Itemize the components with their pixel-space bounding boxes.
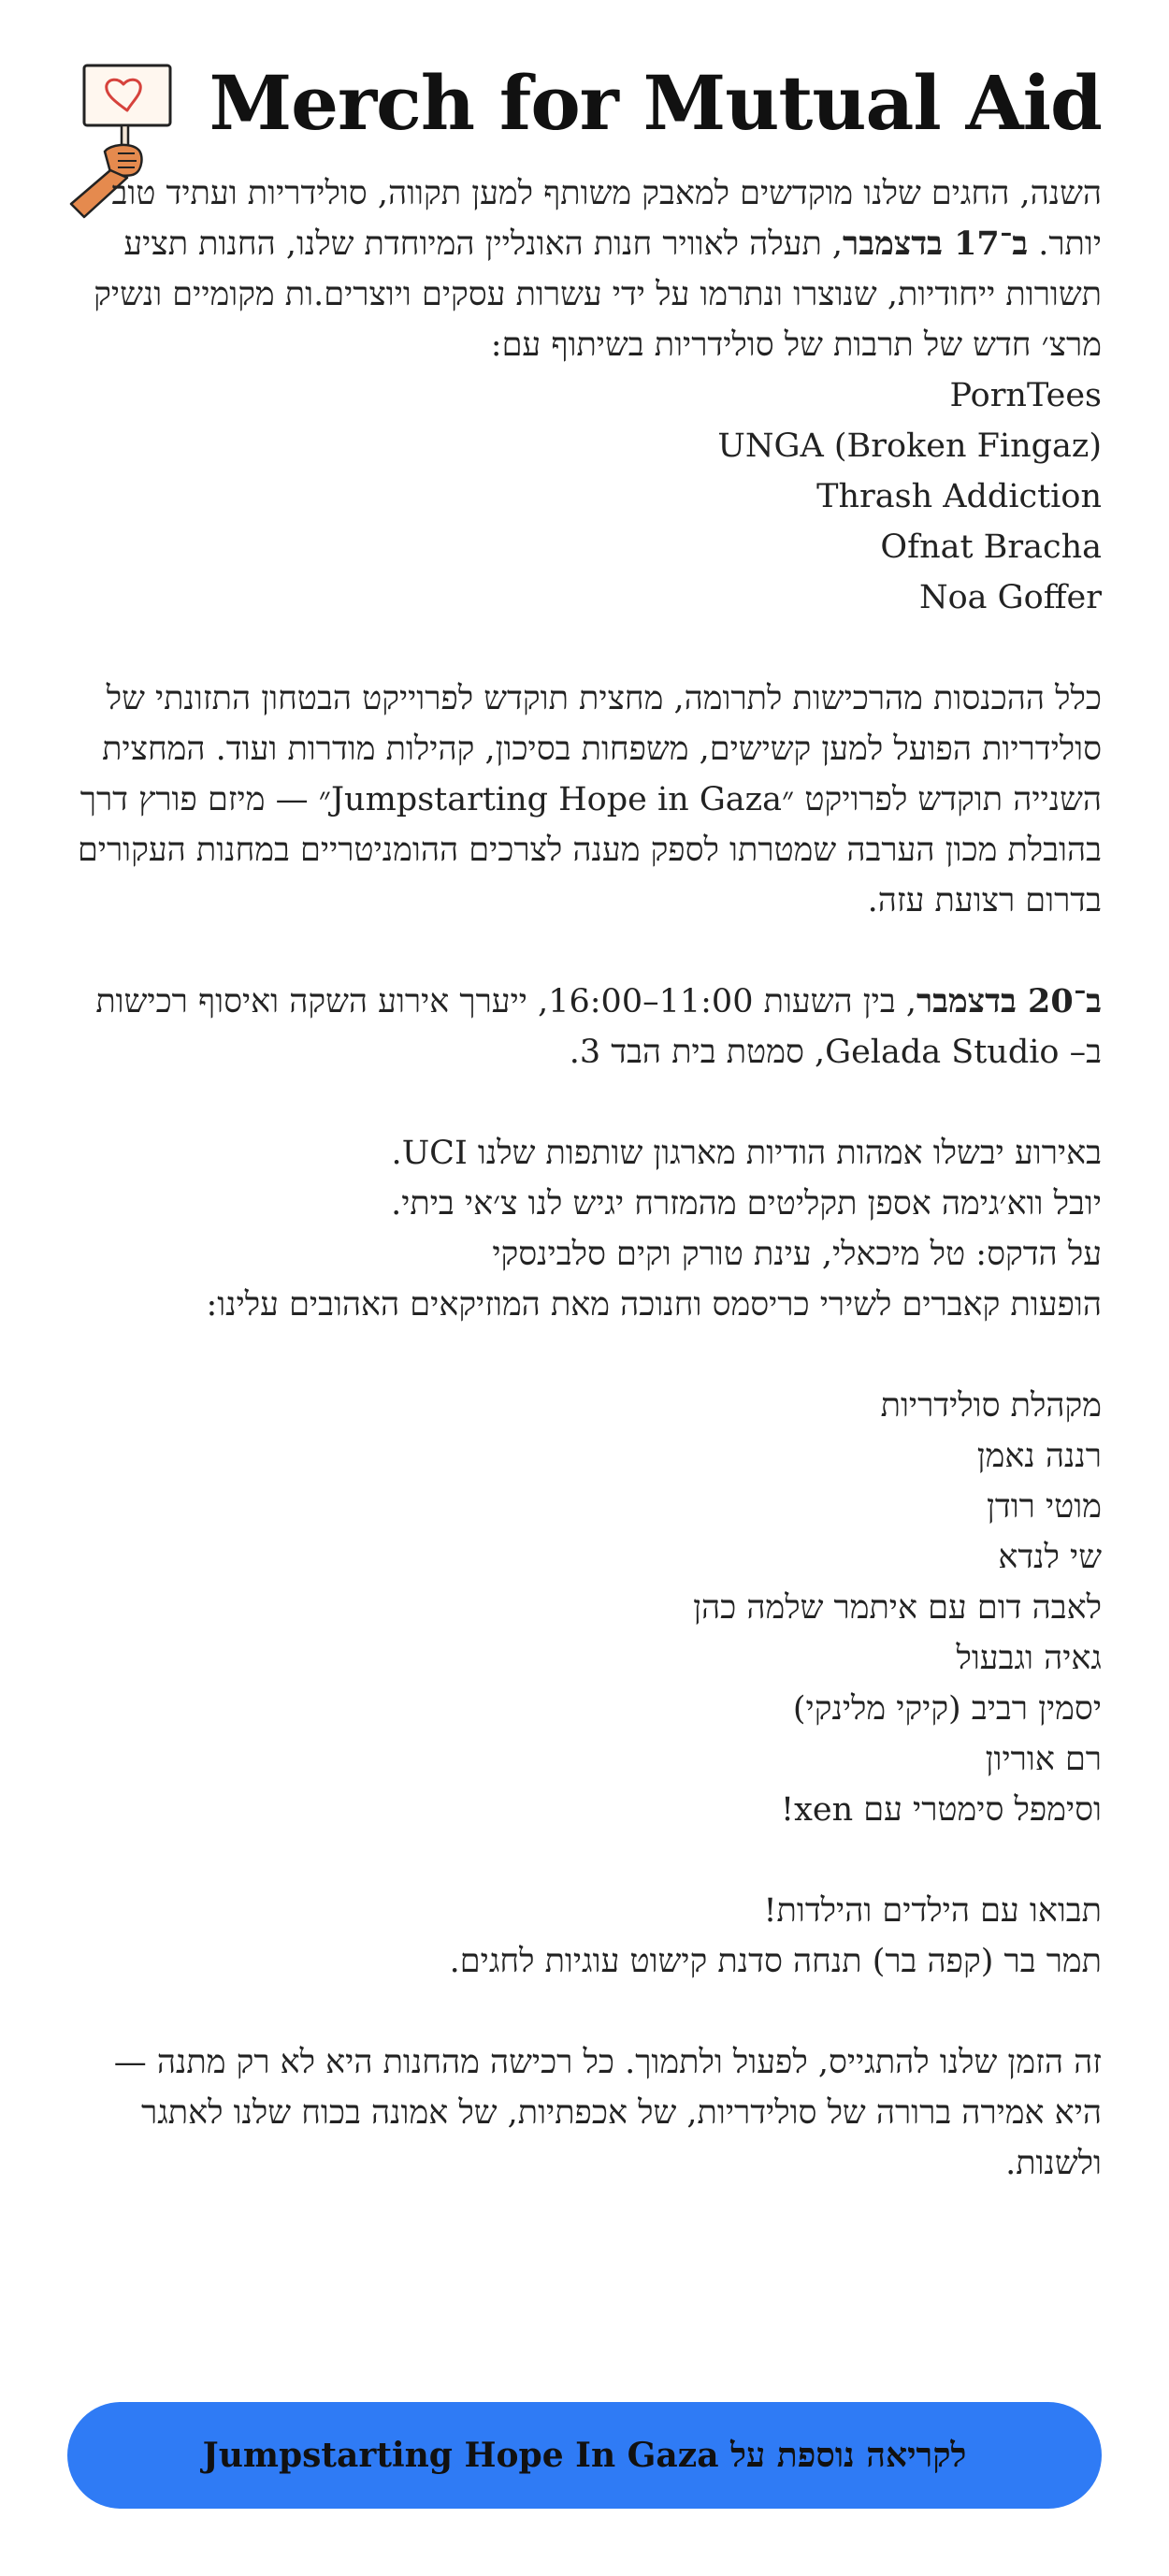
performer-item: מוטי רודן <box>986 1488 1102 1526</box>
performer-item: מקהלת סולידריות <box>880 1387 1102 1425</box>
kids-line: תבואו עם הילדים והילדות! <box>763 1892 1102 1930</box>
intro-paragraph <box>73 168 1102 370</box>
partner-item: UNGA (Broken Fingaz) <box>717 427 1102 465</box>
performer-list <box>73 1381 1102 1835</box>
spacer <box>73 623 1102 673</box>
performer-item: רם אוריון <box>985 1741 1102 1778</box>
page-title: Merch for Mutual Aid <box>209 59 1102 147</box>
read-more-button-label: לקריאה נוספת על Jumpstarting Hope In Gaza <box>202 2436 967 2475</box>
spacer <box>73 1987 1102 2037</box>
performer-item: גאיה וגבעול <box>956 1640 1102 1677</box>
event-date: ב־20 בדצמבר <box>916 982 1102 1020</box>
performer-item: וסימפל סימטרי עם xen! <box>781 1791 1102 1829</box>
partner-item: Noa Goffer <box>918 579 1102 616</box>
performer-item: רננה נאמן <box>976 1438 1102 1475</box>
event-detail-line: יובל ווא׳גימה אספן תקליטים מהמזרח יגיש לנו צ׳אי ביתי. <box>391 1185 1102 1223</box>
spacer <box>73 1330 1102 1381</box>
launch-date: ב־17 בדצמבר <box>843 224 1029 263</box>
partner-item: Thrash Addiction <box>816 478 1102 515</box>
event-details <box>73 1128 1102 1330</box>
closing-paragraph: זה הזמן שלנו להתגייס, לפעול ולתמוך. כל רכישה מהחנות היא לא רק מתנה — היא אמירה ברורה של סולידריות, של אכפתיות, של אמונה בכוח שלנו לאתגר ולשנות. <box>113 2044 1102 2182</box>
spacer <box>73 1835 1102 1886</box>
intro-text-2: , תעלה לאוויר חנות האונליין המיוחדת שלנו, החנות תציע תשורות ייחודיות, שנוצרו ונתרמו על ידי עשרות עסקים ויוצרים.ות מקומיים ונשיק מרצ׳ חדש של תרבות של סולידריות בשיתוף עם: <box>94 225 1102 364</box>
intro-text-1: השנה, החגים שלנו מוקדשים למאבק משותף למען תקווה, סולידריות ועתיד טוב יותר. <box>111 175 1102 263</box>
performer-item: לאבה דום עם איתמר שלמה כהן <box>693 1589 1102 1627</box>
performer-item: שי לנדא <box>998 1539 1102 1576</box>
event-text: , בין השעות 11:00–16:00, ייערך אירוע השקה ואיסוף רכישות ב– Gelada Studio, סמטת בית הבד 3. <box>95 983 1102 1071</box>
event-detail-line: באירוע יבשלו אמהות הודיות מארגון שותפות שלנו UCI. <box>391 1135 1102 1172</box>
spacer <box>73 926 1102 977</box>
kids-section <box>73 1886 1102 1987</box>
read-more-button[interactable] <box>67 2402 1102 2509</box>
partner-list <box>73 370 1102 623</box>
donation-paragraph: כלל ההכנסות מהרכישות לתרומה, מחצית תוקדש לפרוייקט הבטחון התזונתי של סולידריות הפועל למען קשישים, משפחות בסיכון, קהילות מודרות ועוד. המחצית השנייה תוקדש לפרויקט ״Jumpstarting Hope in Gaza״ — מיזם פורץ דרך בהובלת מכון הערבה שמטרתו לספק מענה לצרכים ההומניטריים במחנות העקורים בדרום רצועת עזה. <box>77 680 1102 919</box>
article-body <box>73 168 1102 2189</box>
event-detail-line: על הדקס: טל מיכאלי, עינת טורק וקים סלבינסקי <box>492 1236 1102 1273</box>
performer-item: יסמין רביב (קיקי מלינקי) <box>792 1690 1102 1728</box>
event-detail-line: הופעות קאברים לשירי כריסמס וחנוכה מאת המוזיקאים האהובים עלינו: <box>206 1286 1102 1324</box>
event-paragraph <box>73 977 1102 1078</box>
kids-line: תמר בר (קפה בר) תנחה סדנת קישוט עוגיות לחגים. <box>449 1943 1102 1980</box>
spacer <box>73 1078 1102 1128</box>
partner-item: PornTees <box>949 377 1102 414</box>
partner-item: Ofnat Bracha <box>880 528 1102 566</box>
